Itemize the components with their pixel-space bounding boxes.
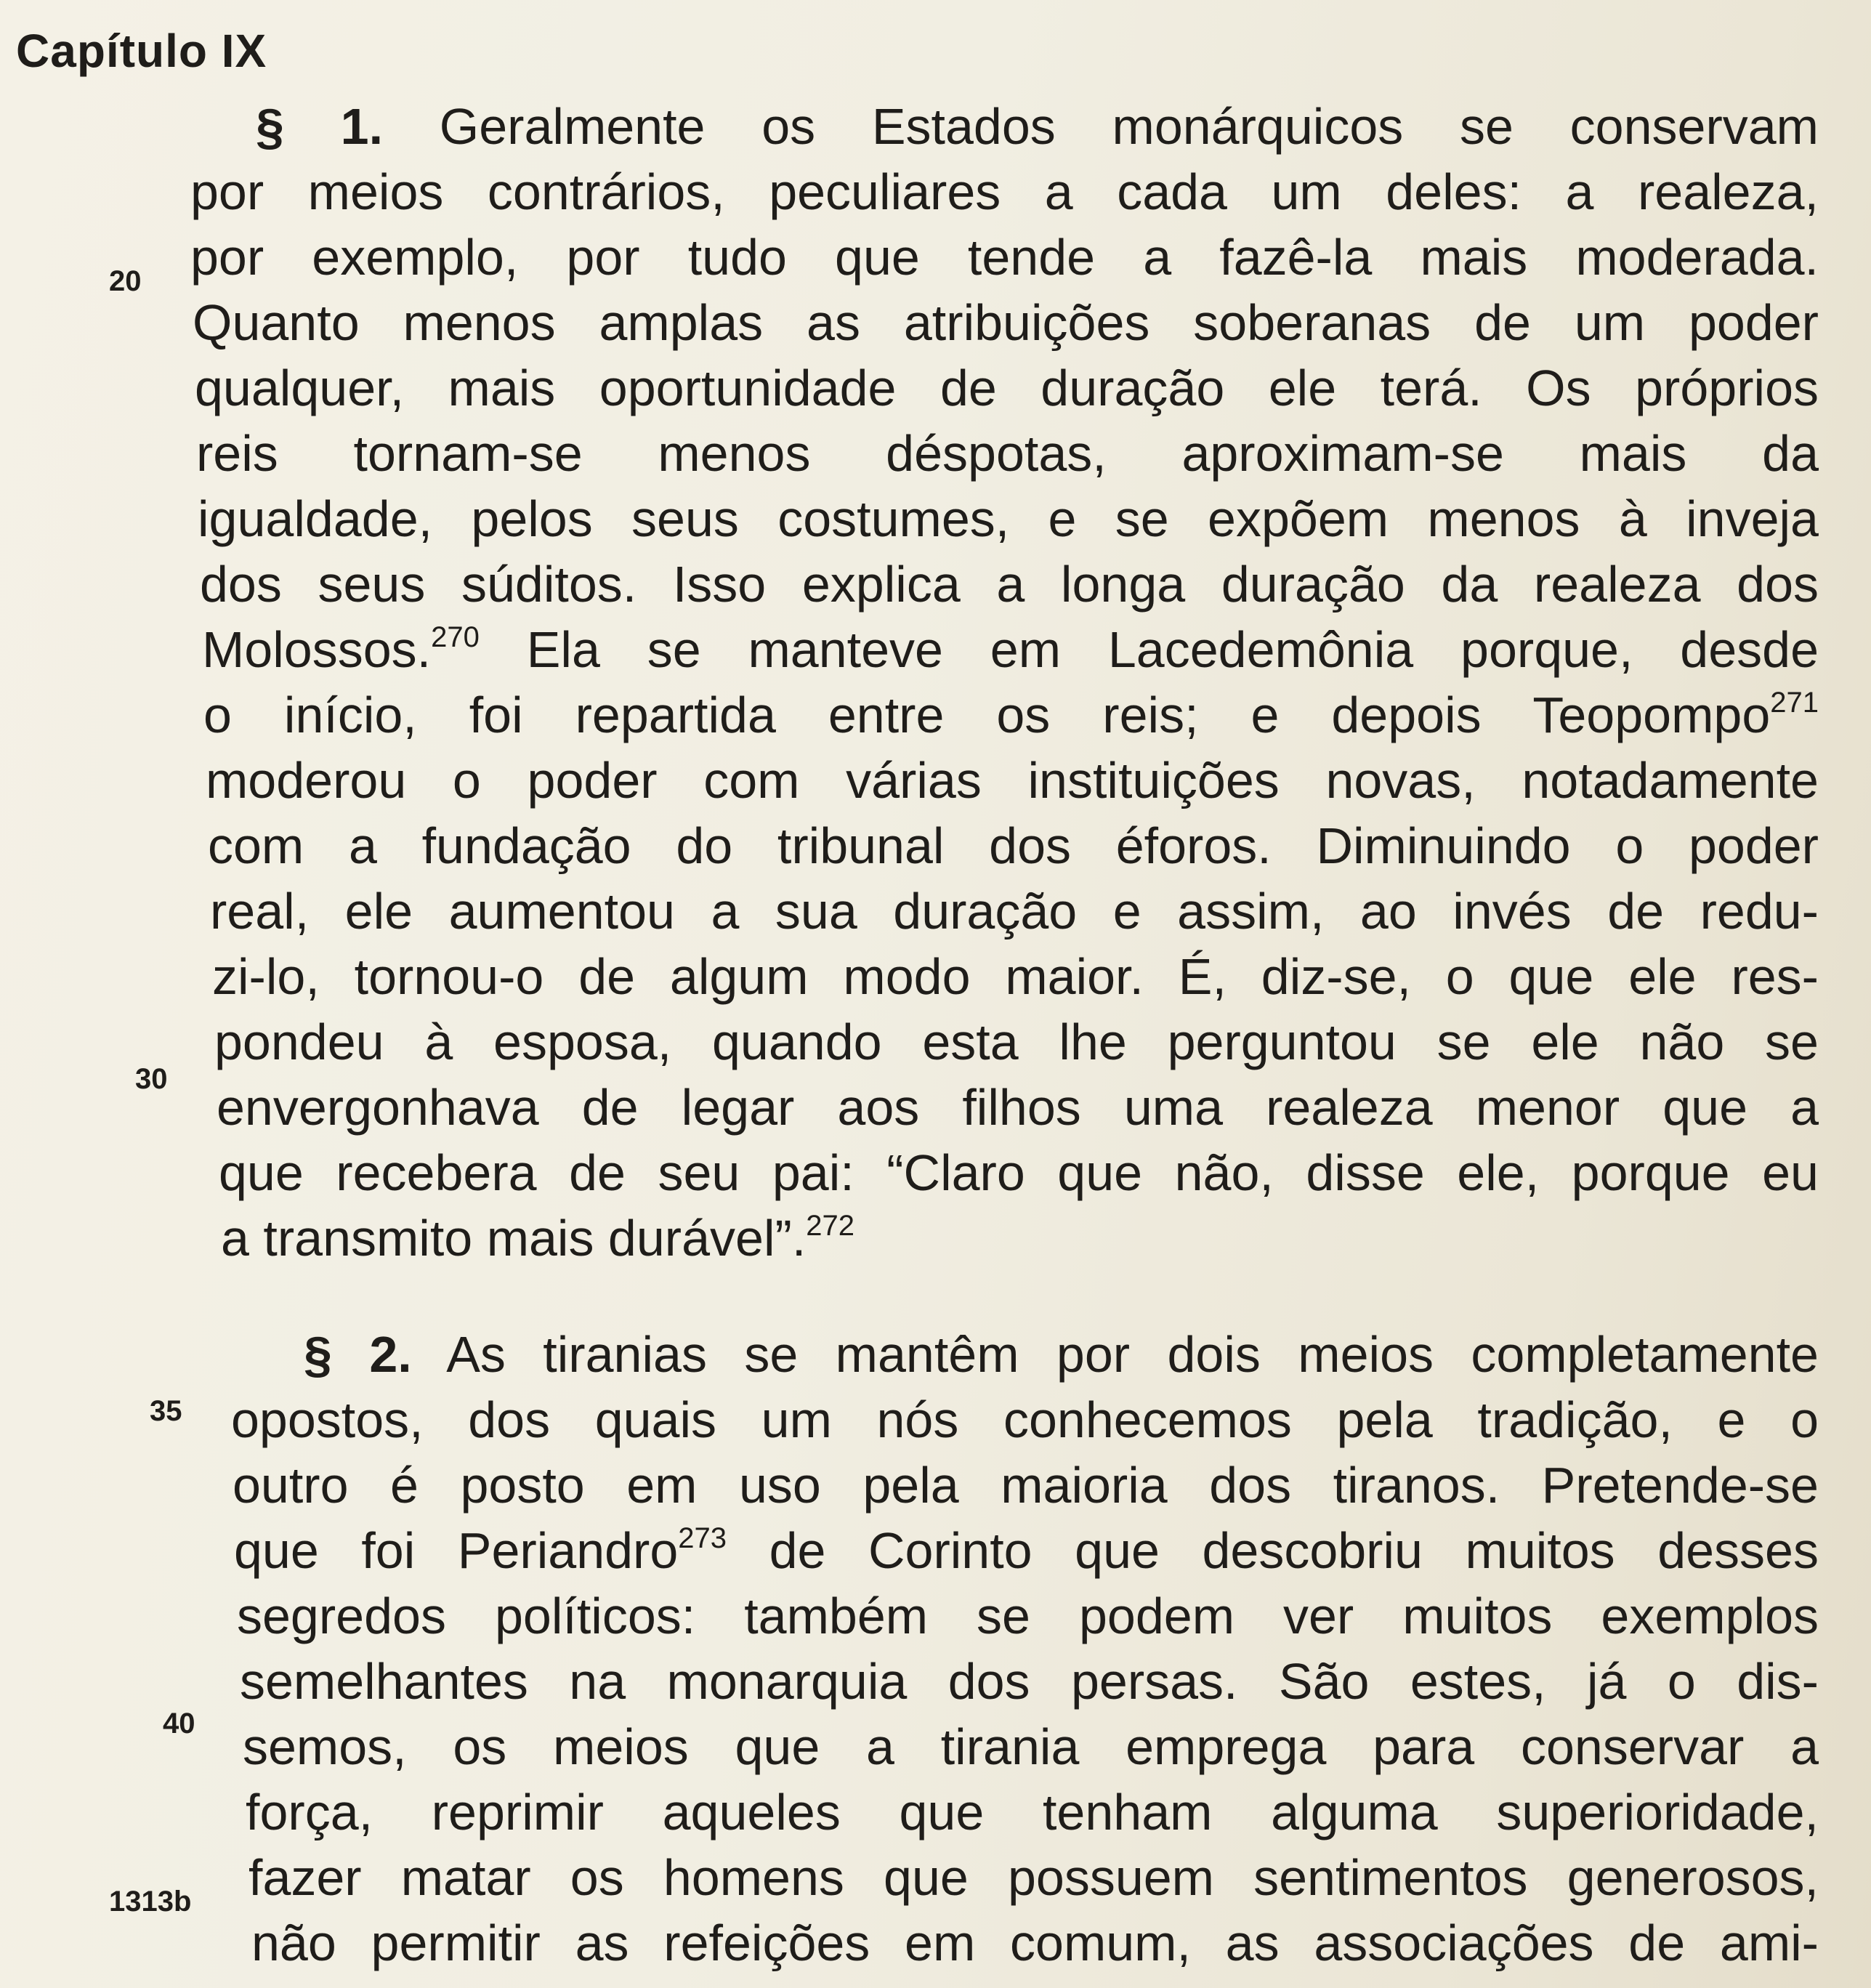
paragraph-label: § 2. (304, 1326, 412, 1383)
text-line: o início, foi repartida entre os reis; e depois Teopompo$^{271}$ (203, 687, 1819, 743)
text-line: § 2. As tiranias se mantêm por dois meios completamente (304, 1326, 1819, 1383)
text-line: que recebera de seu pai: “Claro que não, disse ele, porque eu (219, 1144, 1819, 1201)
text-line: qualquer, mais oportunidade de duração ele terá. Os próprios (195, 360, 1819, 416)
margin-line-number: 20 (109, 265, 142, 297)
text-line: pondeu à esposa, quando esta lhe perguntou se ele não se (214, 1014, 1819, 1070)
text-line: a transmito mais durável”.$^{272}$ (221, 1210, 855, 1266)
footnote-ref: 273 (678, 1522, 727, 1554)
margin-line-number: 35 (150, 1395, 182, 1427)
text-line: § 1. Geralmente os Estados monárquicos se conservam (256, 98, 1819, 155)
text-line: que foi Periandro$^{273}$ de Corinto que descobriu muitos desses (234, 1522, 1819, 1579)
text-line: moderou o poder com várias instituições novas, notadamente (206, 752, 1819, 809)
text-line: segredos políticos: também se podem ver muitos exemplos (237, 1588, 1819, 1644)
text-line: semelhantes na monarquia dos persas. São estes, já o dis- (240, 1653, 1819, 1710)
text-line: dos seus súditos. Isso explica a longa duração da realeza dos (200, 556, 1819, 613)
paragraph-label: § 1. (256, 98, 384, 155)
chapter-title: Capítulo IX (16, 25, 267, 77)
footnote-ref: 271 (1770, 687, 1819, 719)
text-line: força, reprimir aqueles que tenham alguma superioridade, (246, 1784, 1819, 1840)
text-line: por meios contrários, peculiares a cada um deles: a realeza, (190, 163, 1819, 220)
text-line: fazer matar os homens que possuem sentimentos generosos, (248, 1849, 1819, 1906)
text-line: por exemplo, por tudo que tende a fazê-la mais moderada. (190, 229, 1819, 286)
text-line: outro é posto em uso pela maioria dos tiranos. Pretende-se (233, 1457, 1819, 1514)
text-line: não permitir as refeições em comum, as associações de ami- (251, 1915, 1819, 1971)
text-line: com a fundação do tribunal dos éforos. Diminuindo o poder (208, 817, 1819, 874)
text-line: envergonhava de legar aos filhos uma realeza menor que a (217, 1079, 1819, 1136)
footnote-ref: 270 (431, 621, 480, 653)
text-line: Molossos.$^{270}$ Ela se manteve em Lacedemônia porque, desde (202, 621, 1819, 678)
text-line: igualdade, pelos seus costumes, e se expõem menos à inveja (198, 490, 1819, 547)
text-line: real, ele aumentou a sua duração e assim, ao invés de redu- (210, 883, 1819, 940)
text-line: Quanto menos amplas as atribuições soberanas de um poder (193, 294, 1819, 351)
margin-line-number: 1313b (109, 1886, 192, 1918)
text-line: semos, os meios que a tirania emprega para conservar a (243, 1718, 1819, 1775)
text-line: zi-lo, tornou-o de algum modo maior. É, diz-se, o que ele res- (212, 948, 1819, 1005)
text-line: opostos, dos quais um nós conhecemos pela tradição, e o (231, 1391, 1819, 1448)
text-line: reis tornam-se menos déspotas, aproximam-se mais da (196, 425, 1819, 482)
footnote-ref: 272 (806, 1210, 855, 1242)
margin-line-number: 30 (135, 1063, 168, 1095)
margin-line-number: 40 (163, 1708, 195, 1740)
